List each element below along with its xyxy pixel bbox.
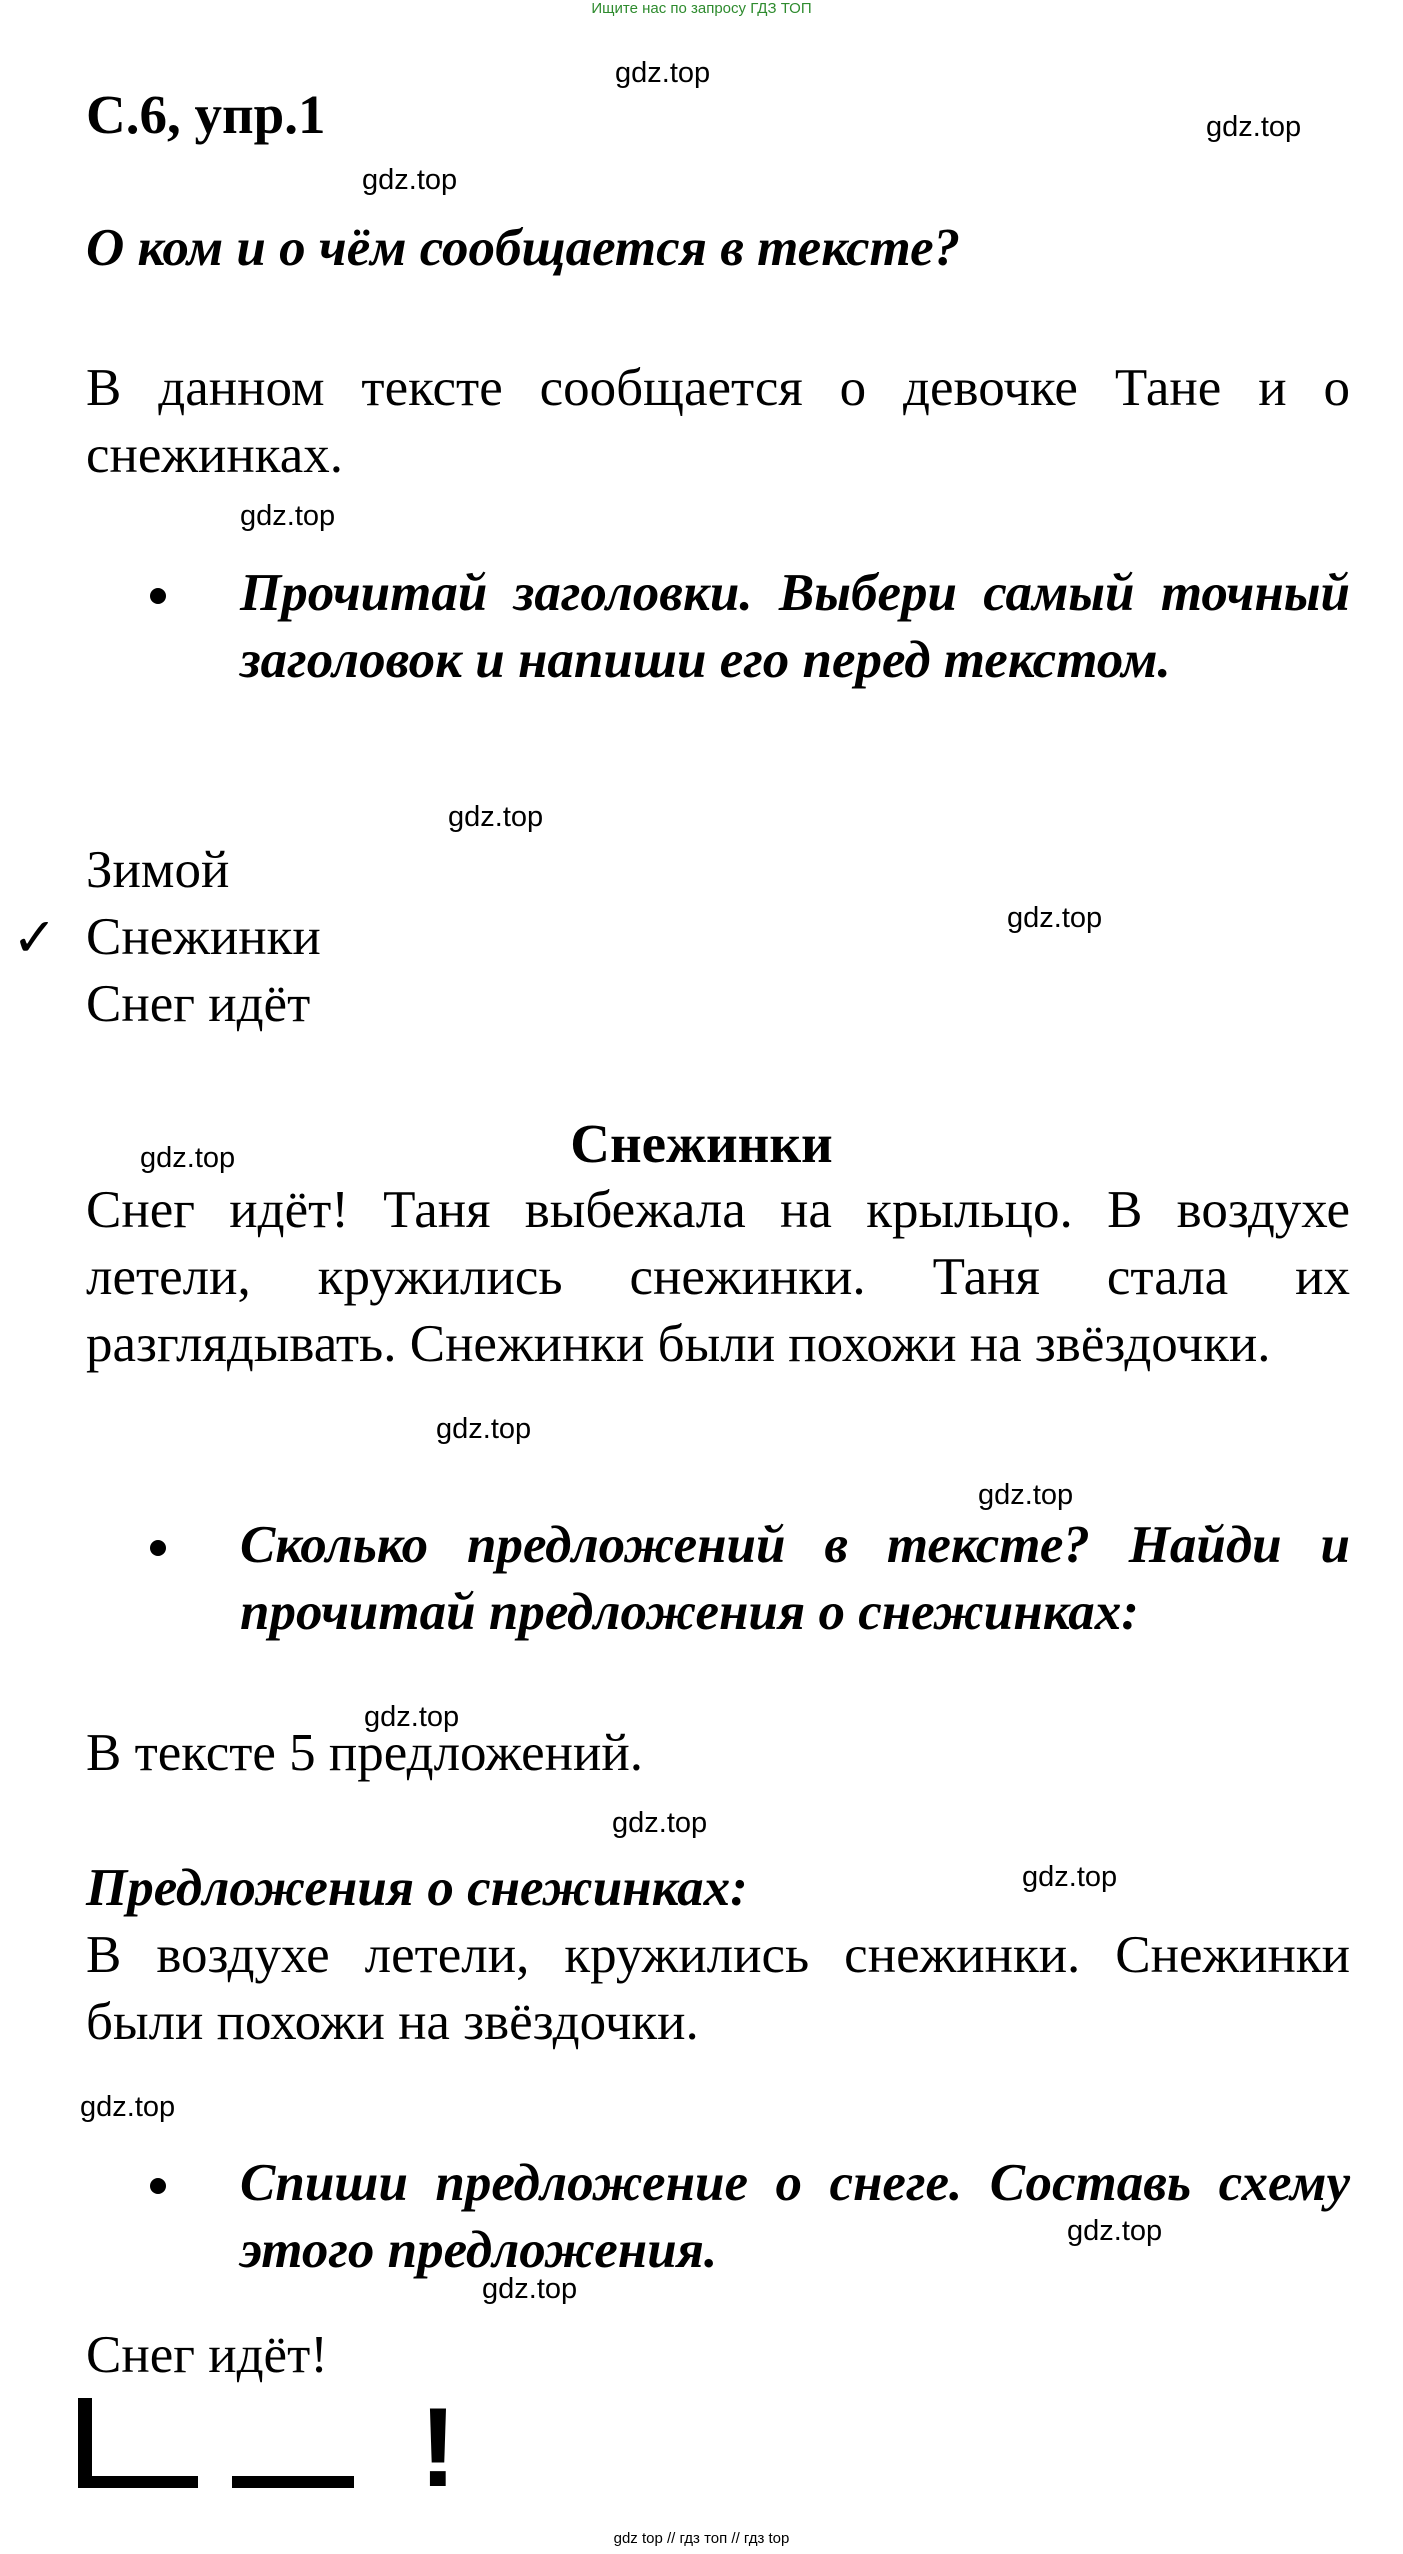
watermark: gdz.top [1206,111,1302,143]
story-text: Снег идёт! Таня выбежала на крыльцо. В воздухе летели, кружились снежинки. Таня стала их разглядывать. Снежинки были похожи на звёздочки. [86,1181,1350,1373]
task-text: Прочитай заголовки. Выбери самый точный заголовок и напиши его перед текстом. [240,564,1350,689]
scheme-second-word-line [232,2476,354,2488]
task-text: Спиши предложение о снеге. Составь схему этого предложения. [240,2154,1350,2279]
top-search-note: Ищите нас по запросу ГДЗ ТОП [591,0,812,17]
question-heading: О ком и о чём сообщается в тексте? [86,219,961,277]
task-bullet [150,560,1350,694]
watermark: gdz.top [615,57,711,89]
answer-text: В воздухе летели, кружились снежинки. Снежинки были похожи на звёздочки. [86,1926,1350,2051]
watermark: gdz.top [364,1701,460,1733]
watermark: gdz.top [436,1413,532,1445]
task-text: Сколько предложений в тексте? Найди и прочитай предложения о снежинках: [240,1516,1350,1641]
watermark: gdz.top [1022,1861,1118,1893]
watermark: gdz.top [978,1479,1074,1511]
watermark: gdz.top [1007,902,1103,934]
watermark: gdz.top [362,164,458,196]
watermark: gdz.top [612,1807,708,1839]
bullet-icon [150,1540,166,1556]
watermark: gdz.top [1067,2215,1163,2247]
task-bullet [150,2150,1350,2284]
answer-text: В тексте 5 предложений. [86,1724,643,1782]
watermark: gdz.top [482,2273,578,2305]
exercise-title: С.6, упр.1 [86,84,326,145]
scheme-first-word-vertical [78,2398,92,2488]
answer-text: В данном тексте сообщается о девочке Тане и о снежинках. [86,359,1350,484]
answer-sentence: Снег идёт! [86,2326,328,2384]
watermark: gdz.top [140,1142,236,1174]
scheme-exclamation-mark: ! [419,2385,457,2510]
check-mark-icon: ✓ [12,908,58,968]
title-option: Снег идёт [86,975,311,1033]
story-title: Снежинки [570,1113,833,1174]
title-option: Зимой [86,841,230,899]
task-bullet [150,1512,1350,1646]
title-option-selected: Снежинки [86,908,321,966]
subheading: Предложения о снежинках: [86,1859,748,1917]
scheme-first-word-line [78,2476,198,2488]
bullet-icon [150,588,166,604]
bottom-note: gdz top // гдз топ // гдз top [613,2530,790,2547]
bullet-icon [150,2178,166,2194]
watermark: gdz.top [448,801,544,833]
watermark: gdz.top [240,500,336,532]
watermark: gdz.top [80,2091,176,2123]
